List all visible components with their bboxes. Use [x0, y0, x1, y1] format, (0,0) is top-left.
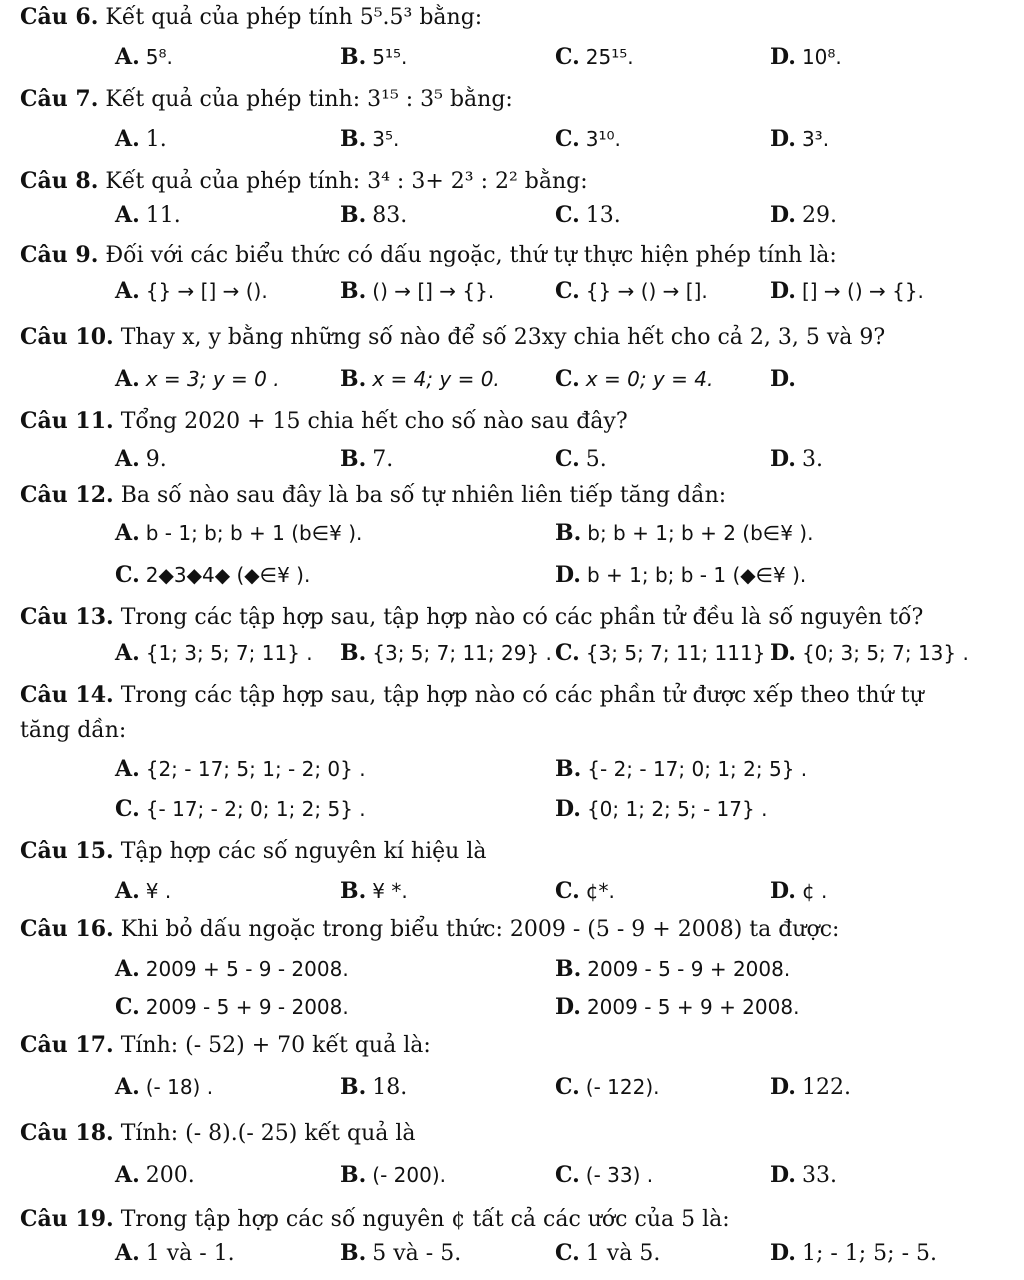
- option-text: ¥ .: [145, 879, 172, 903]
- question-text: Trong tập hợp các số nguyên ¢ tất cả các ước của 5 là:: [120, 1207, 730, 1232]
- option-letter: A.: [115, 1240, 140, 1266]
- option-c: [115, 794, 366, 825]
- option-d: [770, 638, 969, 669]
- option-text: b; b + 1; b + 2 (b∈¥ ).: [587, 521, 814, 545]
- option-text: 3.: [801, 447, 823, 472]
- question-text: Ba số nào sau đây là ba số tự nhiên liên tiếp tăng dần:: [120, 483, 727, 508]
- option-c: [115, 992, 349, 1023]
- option-letter: D.: [770, 44, 796, 70]
- option-letter: D.: [770, 1162, 796, 1188]
- option-a: [115, 1238, 235, 1269]
- option-letter: C.: [555, 1162, 580, 1188]
- question-12: [20, 480, 1024, 511]
- option-text: {- 17; - 2; 0; 1; 2; 5} .: [145, 797, 366, 821]
- option-b: [340, 124, 399, 155]
- option-text: 9.: [145, 447, 167, 472]
- question-text: Tính: (- 8).(- 25) kết quả là: [120, 1121, 416, 1146]
- question-text: Đối với các biểu thức có dấu ngoặc, thứ tự thực hiện phép tính là:: [105, 243, 837, 268]
- option-b: [340, 876, 408, 907]
- option-letter: C.: [115, 994, 140, 1020]
- option-text: {0; 3; 5; 7; 13} .: [801, 641, 969, 665]
- option-d: [555, 560, 806, 591]
- option-letter: B.: [340, 366, 367, 392]
- option-text: {- 2; - 17; 0; 1; 2; 5} .: [587, 757, 808, 781]
- option-d: [770, 276, 924, 307]
- option-a: [115, 124, 167, 155]
- option-text: x = 4; y = 0.: [372, 367, 500, 391]
- option-letter: C.: [115, 796, 140, 822]
- option-c: [555, 1160, 653, 1191]
- option-letter: D.: [770, 640, 796, 666]
- option-b: [340, 638, 552, 669]
- option-text: (- 122).: [585, 1075, 660, 1099]
- option-a: [115, 276, 268, 307]
- option-c: [555, 42, 634, 73]
- option-d: [770, 876, 827, 907]
- option-text: 5.: [585, 447, 607, 472]
- question-15: [20, 836, 1024, 867]
- option-letter: B.: [340, 126, 367, 152]
- question-number: Câu 16.: [20, 916, 114, 942]
- question-number: Câu 14.: [20, 682, 114, 708]
- option-letter: C.: [555, 640, 580, 666]
- option-text: {} → [] → ().: [145, 279, 268, 303]
- option-letter: A.: [115, 756, 140, 782]
- question-number: Câu 8.: [20, 168, 99, 194]
- option-c: [555, 1238, 660, 1269]
- option-text: 11.: [145, 203, 181, 228]
- option-letter: D.: [555, 796, 581, 822]
- question-text: Tập hợp các số nguyên kí hiệu là: [120, 839, 487, 864]
- option-b: [340, 42, 407, 73]
- option-letter: D.: [770, 278, 796, 304]
- option-text: 29.: [801, 203, 837, 228]
- option-letter: C.: [555, 1074, 580, 1100]
- option-letter: D.: [770, 878, 796, 904]
- option-text: 5 và - 5.: [372, 1241, 462, 1266]
- option-text: 83.: [372, 203, 408, 228]
- option-d: [770, 1160, 837, 1191]
- option-text: 2009 + 5 - 9 - 2008.: [145, 957, 349, 981]
- option-letter: A.: [115, 956, 140, 982]
- option-letter: C.: [555, 366, 580, 392]
- question-14: [20, 680, 1024, 711]
- question-text: Kết quả của phép tính: 3⁴ : 3+ 2³ : 2² bằng:: [105, 169, 588, 194]
- option-a: [115, 518, 362, 549]
- option-letter: D.: [770, 366, 796, 392]
- option-letter: D.: [770, 1074, 796, 1100]
- option-text: b - 1; b; b + 1 (b∈¥ ).: [145, 521, 363, 545]
- option-b: [340, 364, 500, 395]
- option-text: 1 và 5.: [585, 1241, 661, 1266]
- question-number: Câu 12.: [20, 482, 114, 508]
- option-d: [770, 364, 802, 395]
- option-c: [555, 444, 607, 475]
- option-letter: C.: [115, 562, 140, 588]
- question-number: Câu 6.: [20, 4, 99, 30]
- question-13: [20, 602, 1024, 633]
- question-text: Kết quả của phép tinh: 3¹⁵ : 3⁵ bằng:: [105, 87, 513, 112]
- option-letter: D.: [770, 1240, 796, 1266]
- option-letter: B.: [340, 446, 367, 472]
- option-letter: B.: [340, 1162, 367, 1188]
- question-17: [20, 1030, 1024, 1061]
- option-c: [555, 364, 713, 395]
- option-b: [340, 444, 393, 475]
- option-c: [555, 200, 621, 231]
- question-number: Câu 19.: [20, 1206, 114, 1232]
- question-16: [20, 914, 1024, 945]
- question-number: Câu 7.: [20, 86, 99, 112]
- option-d: [555, 992, 799, 1023]
- option-letter: B.: [340, 878, 367, 904]
- option-text: 33.: [801, 1163, 837, 1188]
- option-letter: D.: [770, 126, 796, 152]
- option-letter: C.: [555, 202, 580, 228]
- option-text: 1.: [145, 127, 167, 152]
- option-d: [770, 124, 829, 155]
- question-number: Câu 17.: [20, 1032, 114, 1058]
- question-10: [20, 322, 1024, 353]
- option-letter: A.: [115, 1074, 140, 1100]
- option-a: [115, 42, 173, 73]
- option-c: [555, 876, 615, 907]
- option-d: [770, 200, 837, 231]
- option-c: [555, 276, 708, 307]
- option-b: [340, 1072, 407, 1103]
- option-letter: B.: [555, 756, 582, 782]
- option-text: 25¹⁵.: [585, 45, 634, 69]
- option-text: 3³.: [801, 127, 830, 151]
- option-b: [340, 1160, 446, 1191]
- question-18: [20, 1118, 1024, 1149]
- option-text: 13.: [585, 203, 621, 228]
- option-a: [115, 1160, 195, 1191]
- option-letter: D.: [555, 562, 581, 588]
- option-letter: D.: [770, 202, 796, 228]
- option-c: [115, 560, 310, 591]
- option-letter: B.: [340, 1074, 367, 1100]
- option-a: [115, 444, 167, 475]
- option-text: 2009 - 5 + 9 + 2008.: [586, 995, 800, 1019]
- option-text: (- 18) .: [145, 1075, 214, 1099]
- option-d: [770, 1072, 851, 1103]
- option-a: [115, 638, 313, 669]
- option-letter: B.: [555, 956, 582, 982]
- option-text: {1; 3; 5; 7; 11} .: [145, 641, 313, 665]
- option-text: {2; - 17; 5; 1; - 2; 0} .: [145, 757, 366, 781]
- option-letter: A.: [115, 1162, 140, 1188]
- option-b: [555, 518, 813, 549]
- option-text: 7.: [372, 447, 394, 472]
- question-6: [20, 2, 1024, 33]
- option-text: ¢ .: [801, 879, 828, 903]
- option-letter: A.: [115, 126, 140, 152]
- option-d: [770, 1238, 937, 1269]
- option-b: [340, 1238, 461, 1269]
- option-text: 3¹⁰.: [585, 127, 621, 151]
- option-text: 5¹⁵.: [372, 45, 408, 69]
- option-text: 2009 - 5 + 9 - 2008.: [145, 995, 349, 1019]
- option-d: [770, 42, 842, 73]
- option-text: 5⁸.: [145, 45, 173, 69]
- option-letter: A.: [115, 640, 140, 666]
- option-text: (- 200).: [372, 1163, 446, 1187]
- question-9: [20, 240, 1024, 271]
- question-text: Tổng 2020 + 15 chia hết cho số nào sau đây?: [120, 409, 628, 434]
- question-number: Câu 18.: [20, 1120, 114, 1146]
- option-letter: A.: [115, 366, 140, 392]
- option-a: [115, 200, 181, 231]
- option-text: 2009 - 5 - 9 + 2008.: [587, 957, 791, 981]
- option-text: () → [] → {}.: [372, 279, 495, 303]
- option-text: 1 và - 1.: [145, 1241, 235, 1266]
- option-letter: A.: [115, 278, 140, 304]
- question-number: Câu 10.: [20, 324, 114, 350]
- option-a: [115, 754, 366, 785]
- question-text: Tính: (- 52) + 70 kết quả là:: [120, 1033, 431, 1058]
- option-text: 2◆3◆4◆ (◆∈¥ ).: [145, 563, 311, 587]
- option-letter: C.: [555, 446, 580, 472]
- option-letter: C.: [555, 878, 580, 904]
- option-text: x = 0; y = 4.: [585, 367, 714, 391]
- option-letter: D.: [770, 446, 796, 472]
- option-letter: B.: [555, 520, 582, 546]
- option-d: [555, 794, 767, 825]
- question-11: [20, 406, 1024, 437]
- question-text: Trong các tập hợp sau, tập hợp nào có các phần tử được xếp theo thứ tự: [120, 683, 924, 708]
- option-text: x = 3; y = 0 .: [145, 367, 280, 391]
- question-number: Câu 13.: [20, 604, 114, 630]
- option-text: 200.: [145, 1163, 195, 1188]
- question-number: Câu 11.: [20, 408, 114, 434]
- option-text: 18.: [372, 1075, 408, 1100]
- option-letter: A.: [115, 446, 140, 472]
- question-number: Câu 15.: [20, 838, 114, 864]
- option-letter: D.: [555, 994, 581, 1020]
- option-letter: C.: [555, 44, 580, 70]
- question-8: [20, 166, 1024, 197]
- option-a: [115, 364, 280, 395]
- question-text: Khi bỏ dấu ngoặc trong biểu thức: 2009 - (5 - 9 + 2008) ta được:: [120, 917, 840, 942]
- option-letter: B.: [340, 278, 367, 304]
- option-text: 122.: [801, 1075, 851, 1100]
- question-text: Kết quả của phép tính 5⁵.5³ bằng:: [105, 5, 483, 30]
- option-letter: C.: [555, 1240, 580, 1266]
- question-text-continuation: tăng dần:: [20, 718, 127, 743]
- option-text: (- 33) .: [585, 1163, 654, 1187]
- option-text: ¢*.: [585, 879, 615, 903]
- option-letter: C.: [555, 126, 580, 152]
- question-19: [20, 1204, 1024, 1235]
- option-letter: B.: [340, 202, 367, 228]
- option-text: 1; - 1; 5; - 5.: [801, 1241, 938, 1266]
- question-text: Thay x, y bằng những số nào để số 23xy chia hết cho cả 2, 3, 5 và 9?: [120, 325, 886, 350]
- option-a: [115, 954, 349, 985]
- option-b: [340, 200, 407, 231]
- option-letter: B.: [340, 640, 367, 666]
- question-number: Câu 9.: [20, 242, 99, 268]
- question-text: Trong các tập hợp sau, tập hợp nào có các phần tử đều là số nguyên tố?: [120, 605, 924, 630]
- option-b: [555, 754, 807, 785]
- option-text: {3; 5; 7; 11; 111} .: [585, 641, 779, 665]
- option-letter: B.: [340, 44, 367, 70]
- option-c: [555, 1072, 660, 1103]
- option-text: 10⁸.: [801, 45, 842, 69]
- option-text: b + 1; b; b - 1 (◆∈¥ ).: [586, 563, 807, 587]
- option-c: [555, 638, 778, 669]
- option-a: [115, 1072, 213, 1103]
- option-text: [] → () → {}.: [801, 279, 924, 303]
- option-text: {} → () → [].: [585, 279, 708, 303]
- option-d: [770, 444, 823, 475]
- option-text: {0; 1; 2; 5; - 17} .: [586, 797, 768, 821]
- option-text: 3⁵.: [372, 127, 400, 151]
- option-letter: A.: [115, 520, 140, 546]
- option-letter: A.: [115, 202, 140, 228]
- question-7: [20, 84, 1024, 115]
- option-c: [555, 124, 621, 155]
- option-letter: B.: [340, 1240, 367, 1266]
- option-letter: C.: [555, 278, 580, 304]
- option-letter: A.: [115, 878, 140, 904]
- option-b: [555, 954, 790, 985]
- option-letter: A.: [115, 44, 140, 70]
- option-b: [340, 276, 494, 307]
- option-text: {3; 5; 7; 11; 29} .: [372, 641, 552, 665]
- option-text: ¥ *.: [372, 879, 408, 903]
- option-a: [115, 876, 171, 907]
